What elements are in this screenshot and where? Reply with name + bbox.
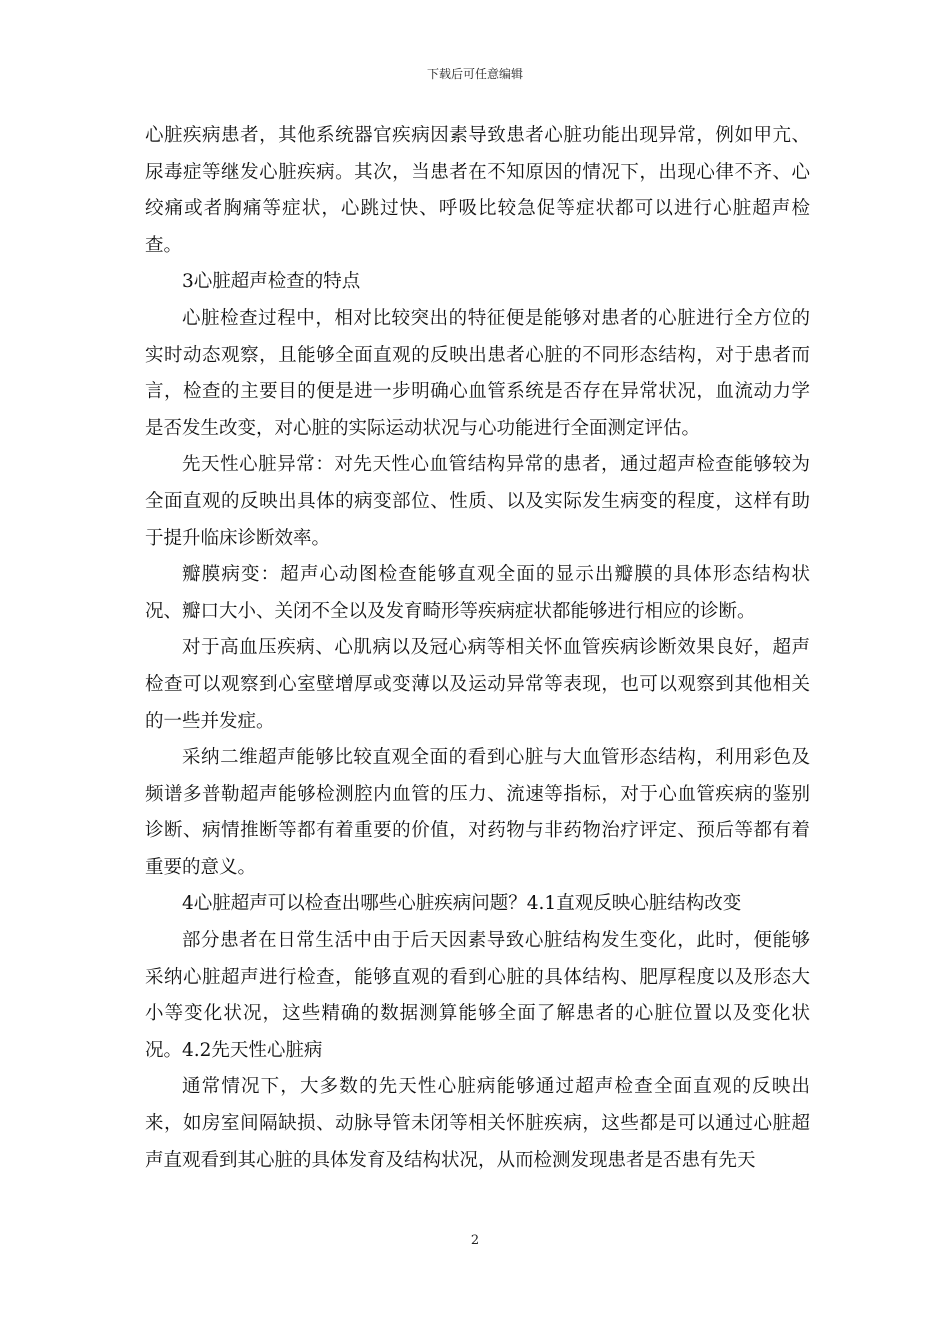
paragraph: 瓣膜病变：超声心动图检查能够直观全面的显示出瓣膜的具体形态结构状况、瓣口大小、关闭不全以及发育畸形等疾病症状都能够进行相应的诊断。: [145, 564, 810, 622]
paragraph: 采纳二维超声能够比较直观全面的看到心脏与大血管形态结构，利用彩色及频谱多普勒超声能够检测腔内血管的压力、流速等指标，对于心血管疾病的鉴别诊断、病情推断等都有着重要的价值，对药物与非药物治疗评定、预后等都有着重要的意义。: [145, 747, 810, 878]
paragraph: 心脏疾病患者，其他系统器官疾病因素导致患者心脏功能出现异常，例如甲亢、尿毒症等继发心脏疾病。其次，当患者在不知原因的情况下，出现心律不齐、心绞痛或者胸痛等症状，心跳过快、呼吸比较急促等症状都可以进行心脏超声检查。: [145, 125, 810, 256]
document-body: [145, 118, 810, 1179]
section-heading: 4心脏超声可以检查出哪些心脏疾病问题？4.1直观反映心脏结构改变: [182, 893, 742, 915]
page-number: 2: [470, 1233, 480, 1248]
paragraph: 通常情况下，大多数的先天性心脏病能够通过超声检查全面直观的反映出来，如房室间隔缺损、动脉导管未闭等相关怀脏疾病，这些都是可以通过心脏超声直观看到其心脏的具体发育及结构状况，从而检测发现患者是否患有先天: [145, 1076, 810, 1171]
paragraph: 部分患者在日常生活中由于后天因素导致心脏结构发生变化，此时，便能够采纳心脏超声进行检查，能够直观的看到心脏的具体结构、肥厚程度以及形态大小等变化状况，这些精确的数据测算能够全面了解患者的心脏位置以及变化状况。4.2先天性心脏病: [145, 930, 810, 1061]
paragraph: 对于高血压疾病、心肌病以及冠心病等相关怀血管疾病诊断效果良好，超声检查可以观察到心室壁增厚或变薄以及运动异常等表现，也可以观察到其他相关的一些并发症。: [145, 637, 810, 732]
paragraph: 先天性心脏异常：对先天性心血管结构异常的患者，通过超声检查能够较为全面直观的反映出具体的病变部位、性质、以及实际发生病变的程度，这样有助于提升临床诊断效率。: [145, 454, 810, 549]
section-heading: 3心脏超声检查的特点: [182, 271, 361, 293]
page-header: 下载后可任意编辑: [426, 67, 523, 81]
paragraph: 心脏检查过程中，相对比较突出的特征便是能够对患者的心脏进行全方位的实时动态观察，且能够全面直观的反映出患者心脏的不同形态结构，对于患者而言，检查的主要目的便是进一步明确心血管系统是否存在异常状况，血流动力学是否发生改变，对心脏的实际运动状况与心功能进行全面测定评估。: [145, 307, 810, 439]
